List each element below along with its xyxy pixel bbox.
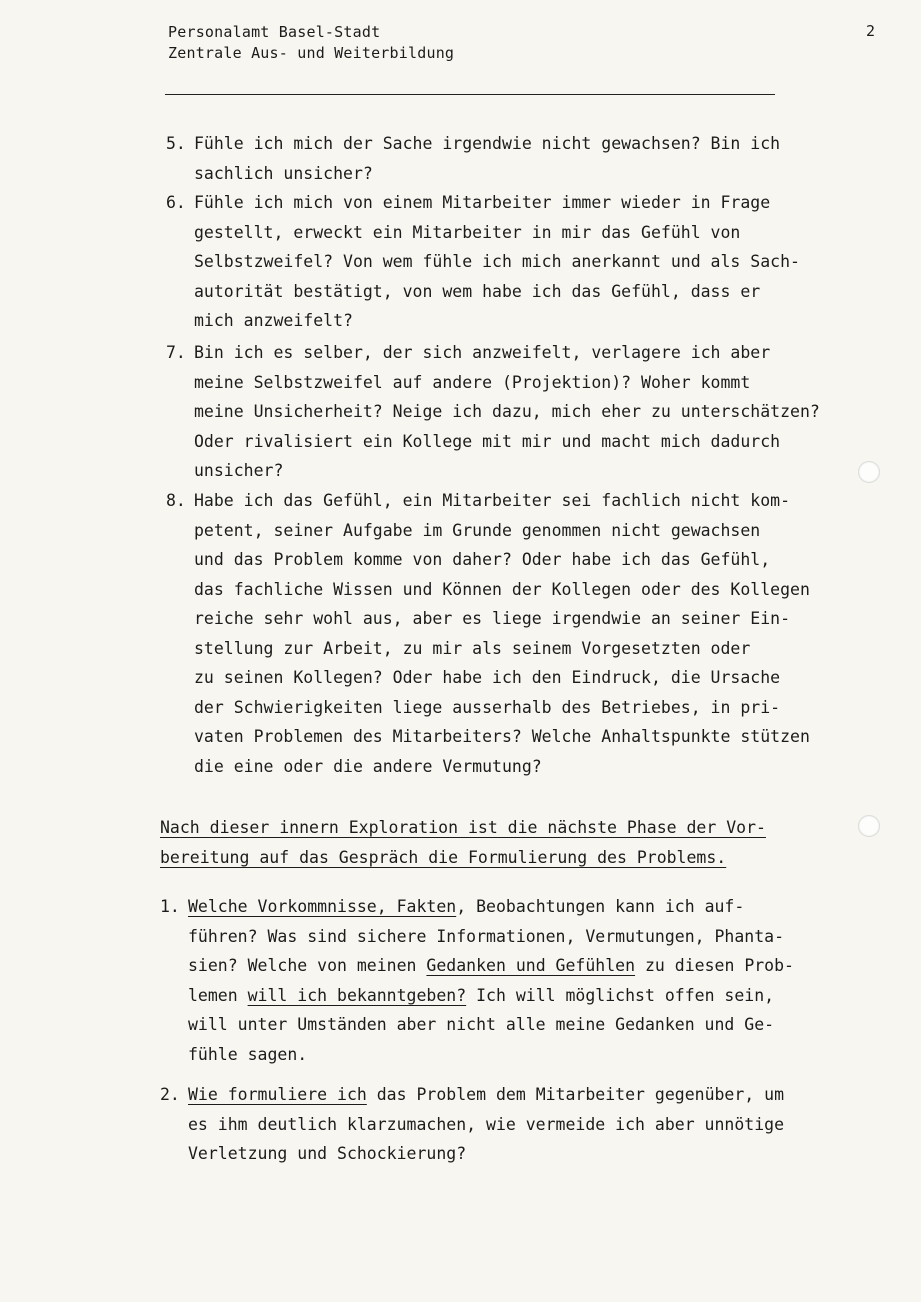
text-line (188, 981, 794, 1011)
text-line: vaten Problemen des Mitarbeiters? Welche Anhaltspunkte stützen (194, 727, 810, 746)
transition-paragraph (160, 813, 766, 873)
text-line (188, 1110, 784, 1140)
text-line: sachlich unsicher? (194, 163, 373, 183)
text-line: bereitung auf das Gespräch die Formulierung des Problems. (160, 848, 727, 867)
text-segment: zu diesen Prob- (635, 956, 794, 975)
page-number: 2 (866, 22, 876, 40)
text-line: autorität bestätigt, von wem habe ich das Gefühl, dass er (194, 281, 761, 301)
text-segment: führen? Was sind sichere Informationen, Vermutungen, Phanta- (188, 926, 785, 946)
text-line (188, 1040, 794, 1070)
text-line: der Schwierigkeiten liege ausserhalb des Betriebes, in pri- (194, 697, 781, 717)
list-number: 5. (166, 134, 186, 153)
text-line: stellung zur Arbeit, zu mir als seinem Vorgesetzten oder (194, 638, 751, 658)
text-line: und das Problem komme von daher? Oder habe ich das Gefühl, (194, 550, 771, 569)
text-line: zu seinen Kollegen? Oder habe ich den Eindruck, die Ursache (194, 668, 781, 687)
text-segment: es ihm deutlich klarzumachen, wie vermeide ich aber unnötige (188, 1114, 785, 1134)
punch-hole (858, 461, 880, 483)
text-segment: , Beobachtungen kann ich auf- (456, 897, 745, 916)
text-line (188, 922, 794, 952)
text-segment: das Problem dem Mitarbeiter gegenüber, um (366, 1085, 785, 1104)
text-segment: fühle sagen. (188, 1044, 308, 1064)
text-line: meine Unsicherheit? Neige ich dazu, mich eher zu unterschätzen? (194, 402, 820, 421)
text-segment: Verletzung und Schockierung? (188, 1144, 467, 1163)
text-line (188, 892, 794, 922)
text-line: Habe ich das Gefühl, ein Mitarbeiter sei fachlich nicht kom- (194, 491, 791, 510)
header-institution: Personalamt Basel-Stadt (168, 23, 381, 41)
underlined-phrase: Wie formuliere ich (188, 1085, 367, 1104)
header-rule (165, 94, 775, 95)
list-number: 1. (160, 897, 180, 916)
text-line: gestellt, erweckt ein Mitarbeiter in mir das Gefühl von (194, 222, 741, 242)
text-segment: sien? Welche von meinen (188, 956, 427, 975)
text-segment: lemen (188, 985, 248, 1005)
text-line: Nach dieser innern Exploration ist die nächste Phase der Vor- (160, 818, 766, 837)
header-department: Zentrale Aus- und Weiterbildung (168, 44, 455, 62)
text-line: die eine oder die andere Vermutung? (194, 756, 542, 776)
text-line: Oder rivalisiert ein Kollege mit mir und macht mich dadurch (194, 431, 781, 451)
text-line (188, 1010, 794, 1040)
underlined-phrase: Gedanken und Gefühlen (426, 956, 636, 975)
text-segment: will unter Umständen aber nicht alle meine Gedanken und Ge- (188, 1015, 775, 1034)
text-line: petent, seiner Aufgabe im Grunde genommen nicht gewachsen (194, 520, 761, 540)
text-line: unsicher? (194, 461, 284, 480)
list-number: 7. (166, 343, 186, 362)
text-segment: Ich will möglichst offen sein, (466, 985, 775, 1005)
text-line (188, 1080, 784, 1110)
text-line (188, 1139, 784, 1169)
text-line: das fachliche Wissen und Können der Kollegen oder des Kollegen (194, 579, 810, 599)
text-line: Fühle ich mich von einem Mitarbeiter immer wieder in Frage (194, 193, 771, 212)
punch-hole (858, 815, 880, 837)
text-line: meine Selbstzweifel auf andere (Projektion)? Woher kommt (194, 372, 751, 392)
underlined-phrase: Welche Vorkommnisse, Fakten (188, 897, 457, 916)
underlined-phrase: will ich bekanntgeben? (247, 985, 467, 1005)
list-number: 2. (160, 1085, 180, 1104)
text-line: mich anzweifelt? (194, 311, 353, 330)
list-number: 8. (166, 491, 186, 510)
text-line (188, 951, 794, 981)
text-line: Bin ich es selber, der sich anzweifelt, verlagere ich aber (194, 343, 771, 362)
text-line: Selbstzweifel? Von wem fühle ich mich anerkannt und als Sach- (194, 252, 800, 271)
list-number: 6. (166, 193, 186, 212)
text-line: Fühle ich mich der Sache irgendwie nicht gewachsen? Bin ich (194, 134, 781, 153)
text-line: reiche sehr wohl aus, aber es liege irgendwie an seiner Ein- (194, 609, 791, 628)
